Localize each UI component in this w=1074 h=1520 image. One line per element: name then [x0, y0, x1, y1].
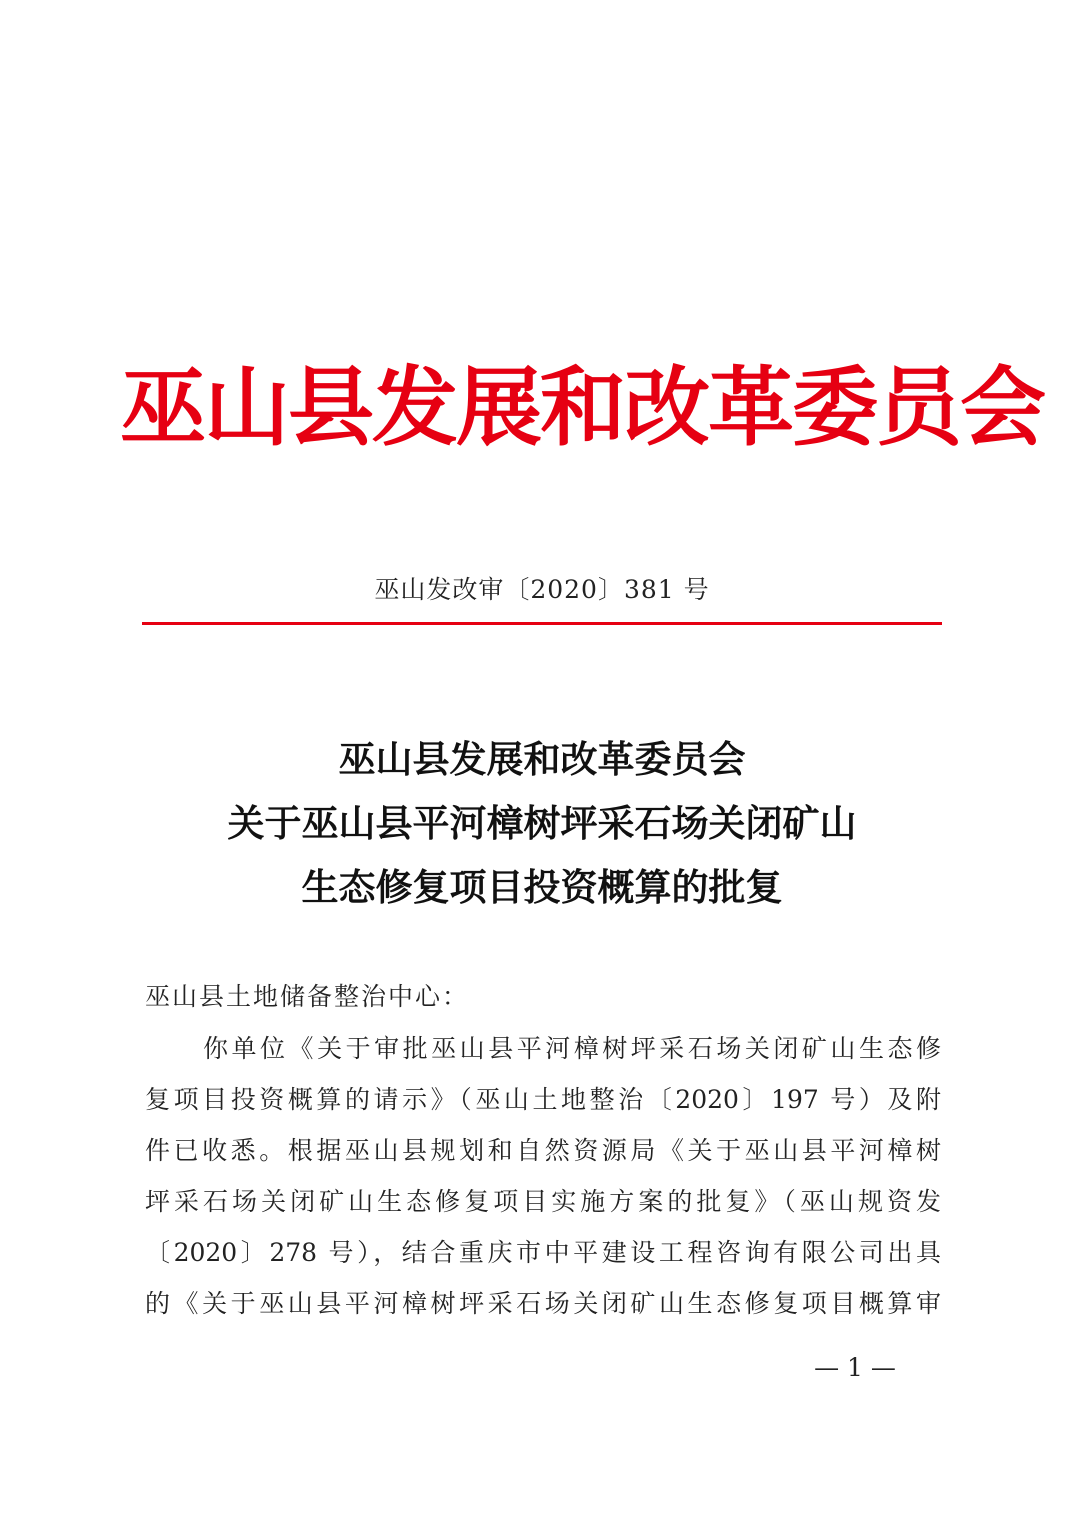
body-paragraph: [145, 1023, 941, 1329]
title-line: 巫山县发展和改革委员会: [338, 737, 746, 781]
body-line: 你单位《关于审批巫山县平河樟树坪采石场关闭矿山生态修: [203, 1034, 941, 1063]
document-title: [142, 727, 942, 919]
addressee: 巫山县土地储备整治中心：: [145, 982, 470, 1011]
organization-header: 巫山县发展和改革委员会: [120, 357, 1044, 458]
body-line: 件已收悉。根据巫山县规划和自然资源局《关于巫山县平河樟树: [145, 1136, 941, 1165]
body-line: 坪采石场关闭矿山生态修复项目实施方案的批复》（巫山规资发: [145, 1187, 941, 1216]
document-number: 巫山发改审〔2020〕381 号: [374, 575, 710, 604]
body-line: 的《关于巫山县平河樟树坪采石场关闭矿山生态修复项目概算审: [145, 1289, 941, 1318]
page-number: — 1 —: [814, 1353, 896, 1382]
red-divider: [142, 622, 942, 625]
title-line: 关于巫山县平河樟树坪采石场关闭矿山: [227, 801, 857, 845]
body-line: 复项目投资概算的请示》（巫山土地整治〔2020〕197 号）及附: [145, 1085, 941, 1114]
title-line: 生态修复项目投资概算的批复: [301, 865, 783, 909]
body-line: 〔2020〕278 号），结合重庆市中平建设工程咨询有限公司出具: [145, 1238, 941, 1267]
